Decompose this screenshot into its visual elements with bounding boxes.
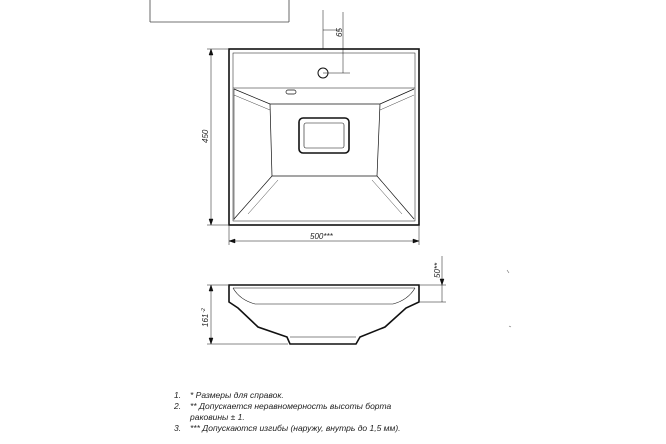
- note-2-text: ** Допускается неравномерность высоты борта: [190, 401, 392, 411]
- notes-block: [173, 390, 401, 433]
- edge-marks: [507, 270, 511, 327]
- basin-side-view: [229, 285, 419, 344]
- depth-dimension: [207, 285, 288, 344]
- note-1-number: 1.: [174, 390, 182, 400]
- depth-label: $161^{-2}$: [201, 308, 210, 327]
- height-label: 450: [201, 129, 210, 143]
- hole-offset-dimension: [323, 10, 350, 73]
- note-2-text-continued: раковины ± 1.: [190, 412, 245, 422]
- note-3-text: *** Допускаются изгибы (наружу, внутрь до 1,5 мм).: [190, 423, 401, 433]
- rim-height-label: 50**: [433, 262, 442, 278]
- hole-offset-label: 65: [335, 28, 344, 37]
- width-label: 500***: [310, 232, 333, 241]
- height-dimension: [207, 49, 228, 225]
- basin-top-view: [229, 49, 419, 225]
- note-2-number: 2.: [174, 401, 182, 411]
- note-3-number: 3.: [174, 423, 182, 433]
- title-block-frame: [150, 0, 289, 22]
- note-1-text: * Размеры для справок.: [190, 390, 284, 400]
